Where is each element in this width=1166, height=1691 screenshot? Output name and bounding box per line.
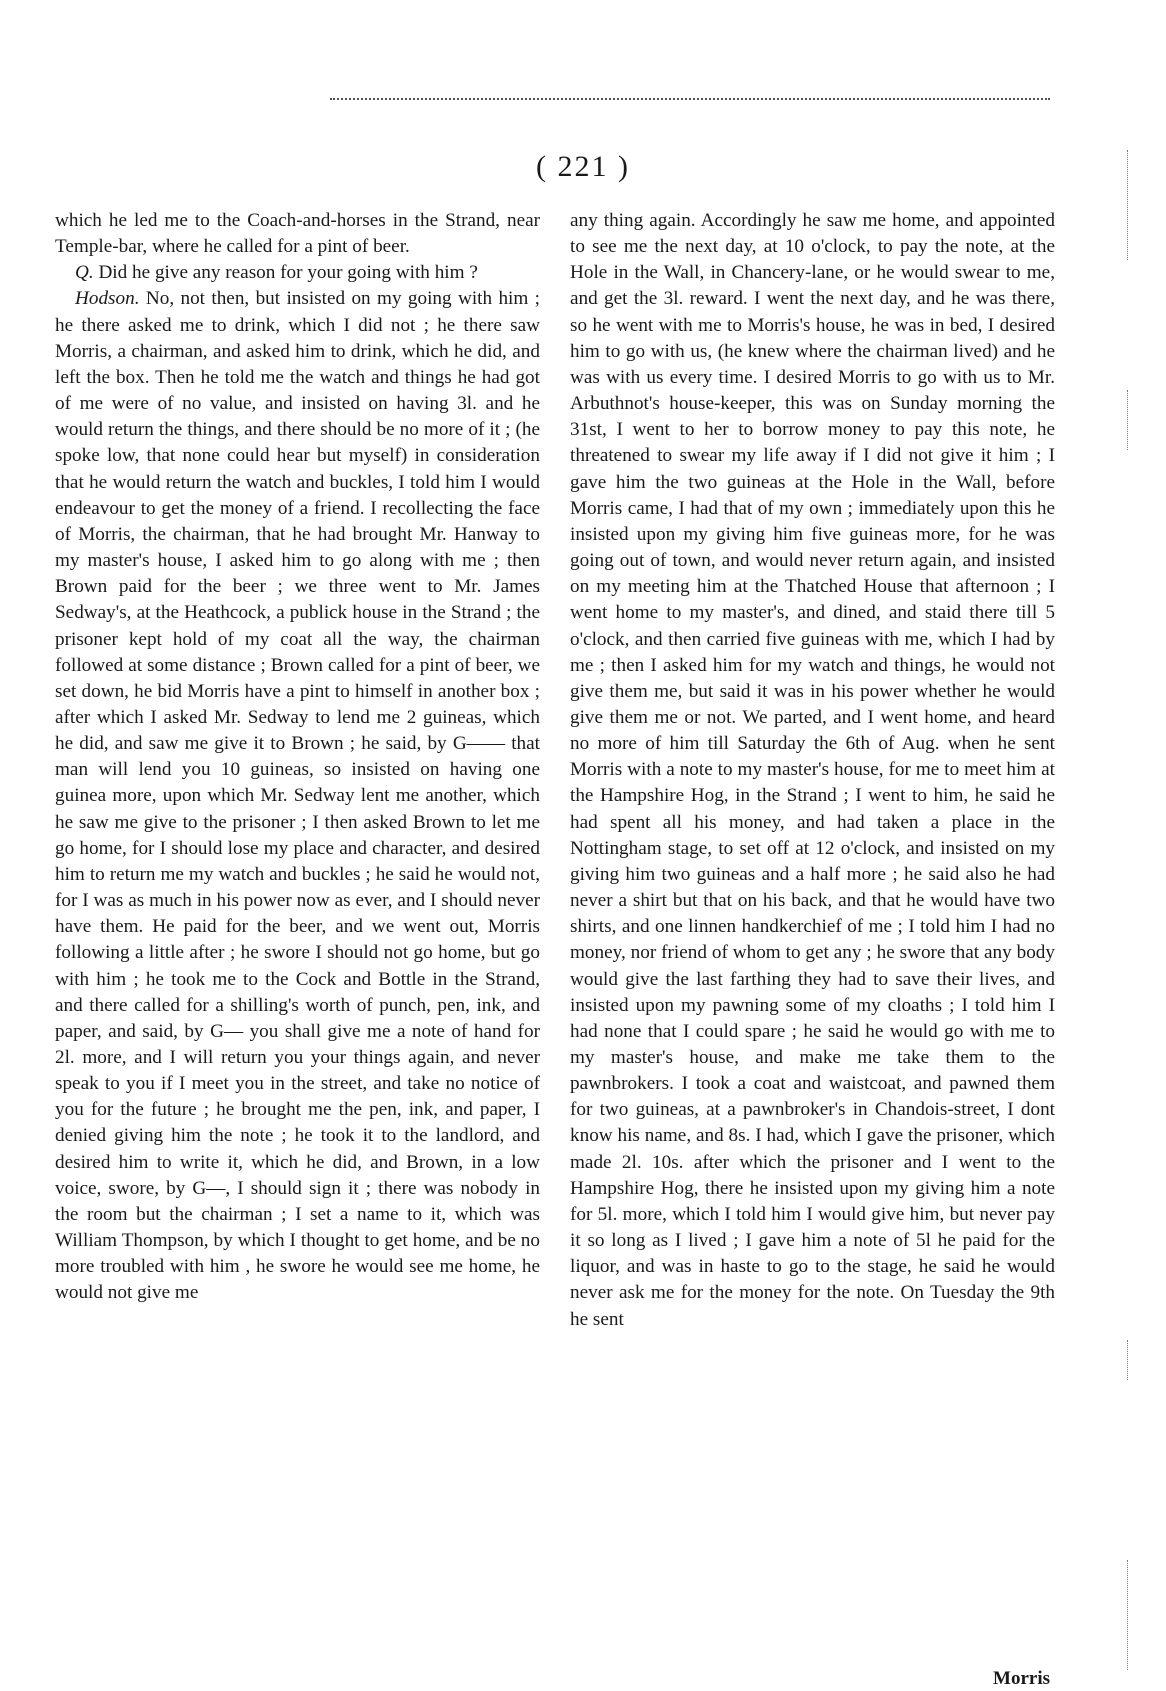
edge-mark [1127,150,1128,260]
catchword: Morris [993,1668,1050,1689]
page-number: ( 221 ) [536,150,630,183]
edge-mark [1127,1560,1128,1670]
text-columns [55,208,1055,1333]
edge-mark [1127,1340,1128,1380]
paragraph: which he led me to the Coach-and-horses in the Strand, near Temple-bar, where he called for a pint of beer. [55,210,540,258]
left-column [55,208,540,1333]
edge-mark [1127,390,1128,450]
paragraph: any thing again. Accordingly he saw me home, and appointed to see me the next day, at 10 o'clock, to pay the note, at the Hole in the Wall, in Chancery-lane, or he would swear to me, and get the 3l. reward. I went the next day, and he was there, so he went with me to Morris's house, he was in bed, I desired him to go with us, (he knew where the chairman lived) and he was with us every time. I desired Morris to go with us to Mr. Arbuthnot's house-keeper, this was on Sunday morning the 31st, I went to her to borrow money to pay this note, he threatened to swear my life away if I did not give it him ; I gave him the two guineas at the Hole in the Wall, before Morris came, I had that of my own ; immediately upon this he insisted upon my giving him five guineas more, for he was going out of town, and would never return again, and insisted on my meeting him at the Thatched House that afternoon ; I went home to my master's, and dined, and staid there till 5 o'clock, and then carried five guineas with me, which I had by me ; then I asked him for my watch and things, he would not give them me, but said it was in his power whether he would give them me or not. We parted, and I went home, and heard no more of him till Saturday the 6th of Aug. when he sent Morris with a note to my master's house, for me to meet him at the Hampshire Hog, in the Strand ; I went to him, he said he had spent all his money, and had taken a place in the Nottingham stage, to set off at 12 o'clock, and insisted on my giving him two guineas and a half more ; he said also he had never a shirt but that on his back, and that he would have two shirts, and one linnen handkerchief of me ; I told him I had no money, nor friend of whom to get any ; he swore that any body would give the last farthing they had to save their lives, and insisted upon my pawning some of my cloaths ; I told him I had none that I could spare ; he said he would go with me to my master's house, and make me take them to the pawnbrokers. I took a coat and waistcoat, and pawned them for two guineas, at a pawnbroker's in Chandois-street, I dont know his name, and 8s. I had, which I gave the prisoner, which made 2l. 10s. after which the prisoner and I went to the Hampshire Hog, there he insisted upon my giving him a note for 5l. more, which I told him I would give him, but never pay it so long as I lived ; I gave him a note of 5l he paid for the liquor, and was in haste to go to the stage, he said he would never ask me for the money for the note. On Tuesday the 9th he sent [570,210,1055,1330]
speaker-label: Hodson. [75,288,140,310]
question-label: Q. [75,262,94,284]
answer-paragraph: Hodson. No, not then, but insisted on my going with him ; he there asked me to drink, which I did not ; he there saw Morris, a chairman, and asked him to drink, which he did, and left the box. Then he told me the watch and things he had got of me were of no value, and insisted on having 3l. and he would return the things, and there should be no more of it ; (he spoke low, that none could hear but myself) in consideration that he would return the watch and buckles, I told him I would endeavour to get the money of a friend. I recollecting the face of Morris, the chairman, that he had brought Mr. Hanway to my master's house, I asked him to go along with me ; then Brown paid for the beer ; we three went to Mr. James Sedway's, at the Heathcock, a publick house in the Strand ; the prisoner kept hold of my coat all the way, the chairman followed at some distance ; Brown called for a pint of beer, we set down, he bid Morris have a pint to himself in another box ; after which I asked Mr. Sedway to lend me 2 guineas, which he did, and saw me give it to Brown ; he said, by G—— that man will lend you 10 guineas, so insisted on having one guinea more, upon which Mr. Sedway lent me another, which he saw me give to the prisoner ; I then asked Brown to let me go home, for I should lose my place and character, and desired him to return me my watch and buckles ; he said he would not, for I was as much in his power now as ever, and I should never have them. He paid for the beer, and we went out, Morris following a little after ; he swore I should not go home, but go with him ; he took me to the Cock and Bottle in the Strand, and there called for a shilling's worth of punch, pen, ink, and paper, and said, by G— you shall give me a note of hand for 2l. more, and I will return you your things again, and never speak to you if I meet you in the street, and take no notice of you for the future ; he brought me the pen, ink, and paper, I denied giving him the note ; he took it to the landlord, and desired him to write it, which he did, and Brown, in a low voice, swore, by G—, I should sign it ; there was nobody in the room but the chairman ; I set a name to it, which was William Thompson, by which I thought to get home, and be no more troubled with him , he swore he would see me home, he would not give me [55,288,541,1304]
right-column [570,208,1055,1333]
question-paragraph: Q. Did he give any reason for your going with him ? [75,262,478,284]
top-rule [330,98,1050,100]
